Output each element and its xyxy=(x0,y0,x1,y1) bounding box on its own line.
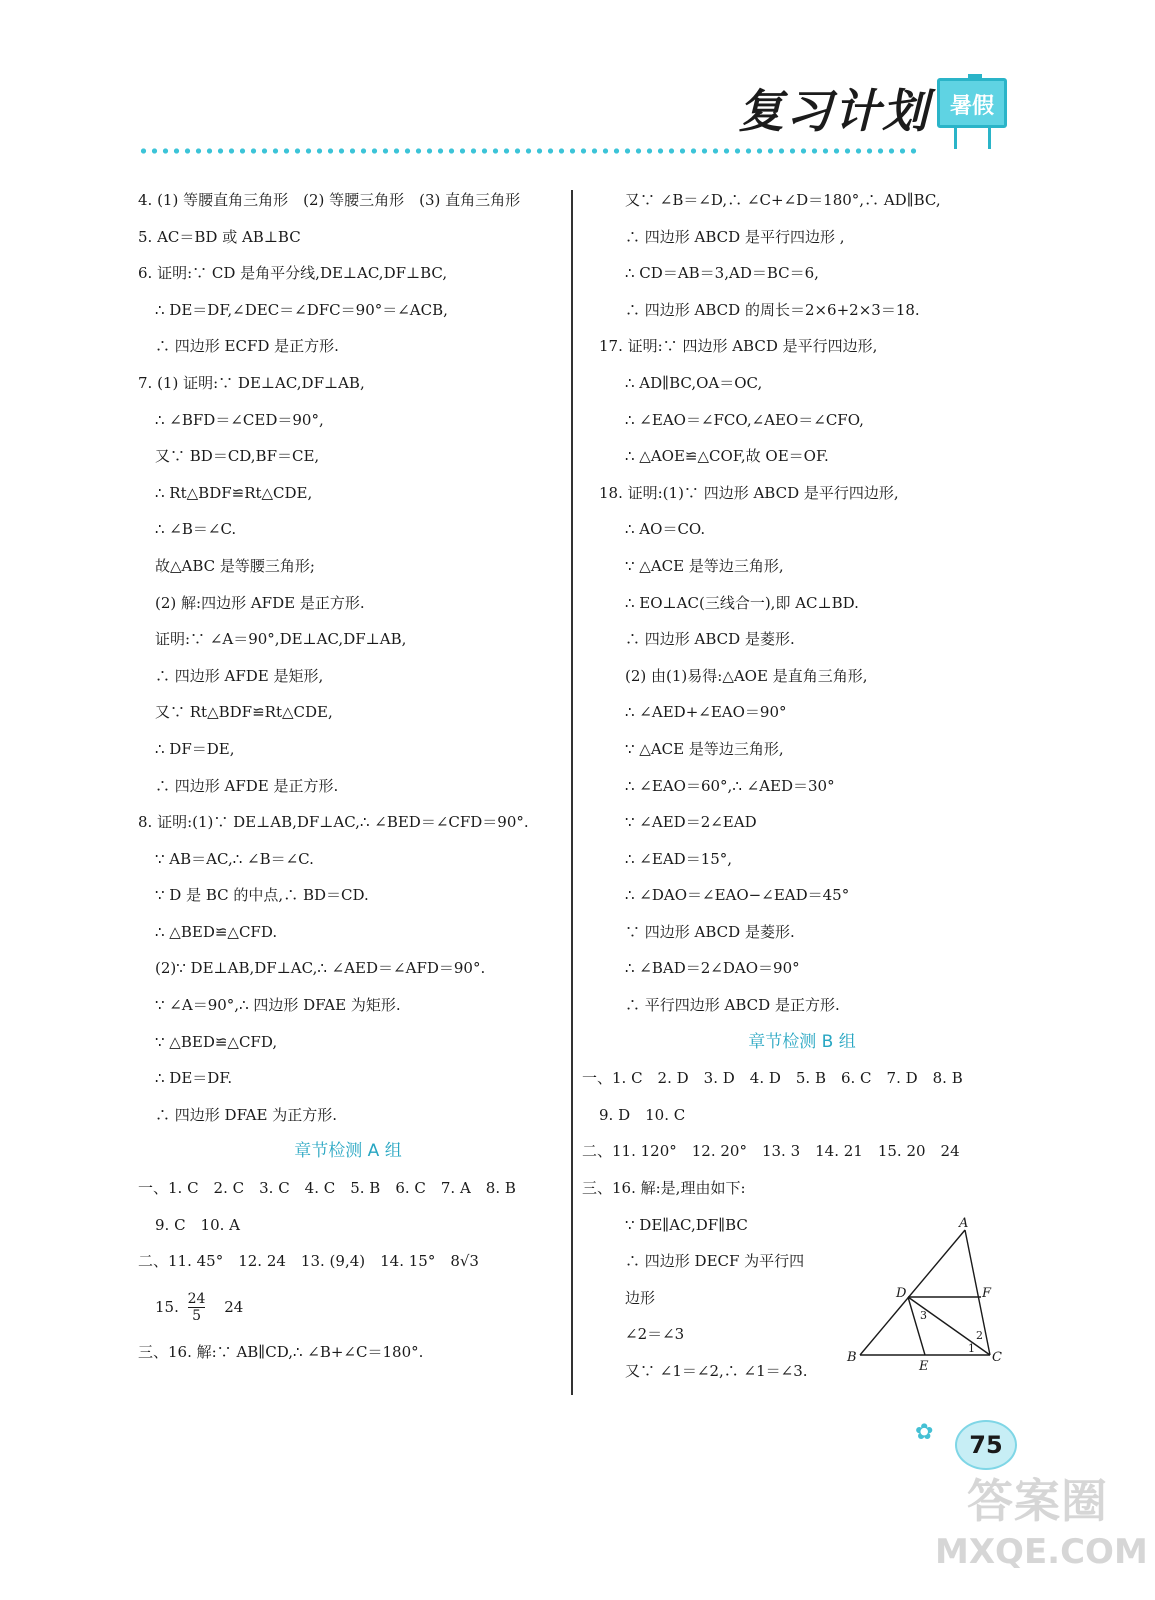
answer-line: ∴ ∠BFD＝∠CED＝90°, xyxy=(155,410,324,429)
angle-label-1: 1 xyxy=(968,1342,975,1355)
answer-line: ∵ AB＝AC,∴ ∠B＝∠C. xyxy=(155,849,314,868)
answer-line: 6. 证明:∵ CD 是角平分线,DE⊥AC,DF⊥BC, xyxy=(138,264,448,283)
answer-line: ∵ 四边形 ABCD 是菱形. xyxy=(625,922,795,941)
section-title-a: 章节检测 A 组 xyxy=(294,1141,402,1162)
answer-line: ∴ DF＝DE, xyxy=(155,739,235,758)
answer-line: ∴ 平行四边形 ABCD 是正方形. xyxy=(625,996,840,1015)
answer-line: ∵ ∠A＝90°,∴ 四边形 DFAE 为矩形. xyxy=(155,996,401,1015)
badge-top-decoration xyxy=(968,74,982,78)
watermark-line-2: MXQE.COM xyxy=(935,1532,1148,1572)
answer-line: ∴ DE＝DF,∠DEC＝∠DFC＝90°＝∠ACB, xyxy=(155,300,448,319)
answer-line: 一、1. C 2. D 3. D 4. D 5. B 6. C 7. D 8. B xyxy=(582,1069,963,1088)
segment-de xyxy=(908,1297,925,1355)
fraction xyxy=(188,1291,206,1324)
answer-line: ∴ ∠BAD＝2∠DAO＝90° xyxy=(625,959,800,978)
answer-line: ∵ ∠AED＝2∠EAD xyxy=(625,813,757,832)
answer-line: 18. 证明:(1)∵ 四边形 ABCD 是平行四边形, xyxy=(599,483,899,502)
answer-line: (2) 解:四边形 AFDE 是正方形. xyxy=(155,593,365,612)
answer-line: 9. C 10. A xyxy=(155,1215,241,1234)
answer-line: 二、11. 45° 12. 24 13. (9,4) 14. 15° 8√3 xyxy=(138,1252,479,1271)
answer-line: 又∵ ∠B＝∠D,∴ ∠C+∠D＝180°,∴ AD∥BC, xyxy=(625,191,941,209)
answer-line: ∴ 四边形 AFDE 是矩形, xyxy=(155,666,324,685)
watermark-line-1: 答案圈 xyxy=(967,1474,1108,1528)
answer-line: 证明:∵ ∠A＝90°,DE⊥AC,DF⊥AB, xyxy=(155,630,407,649)
answer-line: ∴ Rt△BDF≌Rt△CDE, xyxy=(155,483,313,502)
answer-line: 5. AC＝BD 或 AB⊥BC xyxy=(138,227,301,246)
column-divider xyxy=(571,190,573,1395)
fraction-prefix: 15. xyxy=(155,1297,179,1316)
segment-ba xyxy=(860,1230,965,1355)
angle-label-3: 3 xyxy=(920,1309,927,1322)
right-column xyxy=(582,182,1022,1390)
answer-line: ∠2＝∠3 xyxy=(625,1325,685,1344)
angle-label-2: 2 xyxy=(976,1329,983,1342)
watermark-logo xyxy=(935,1470,1148,1580)
answer-line: ∵ △BED≌△CFD, xyxy=(155,1032,278,1051)
answer-line: (2)∵ DE⊥AB,DF⊥AC,∴ ∠AED＝∠AFD＝90°. xyxy=(155,959,486,978)
answer-line: 4. (1) 等腰直角三角形 (2) 等腰三角形 (3) 直角三角形 xyxy=(138,191,521,209)
answer-line: ∴ 四边形 ECFD 是正方形. xyxy=(155,337,339,356)
answer-line: ∴ DE＝DF. xyxy=(155,1069,233,1088)
answer-line: ∵ DE∥AC,DF∥BC xyxy=(625,1215,748,1234)
answer-line: (2) 由(1)易得:△AOE 是直角三角形, xyxy=(625,666,868,685)
answer-line: 三、16. 解:是,理由如下: xyxy=(582,1179,746,1198)
answer-line: 8. 证明:(1)∵ DE⊥AB,DF⊥AC,∴ ∠BED＝∠CFD＝90°. xyxy=(138,813,529,832)
answer-line: ∴ ∠EAO＝60°,∴ ∠AED＝30° xyxy=(625,776,835,795)
flower-icon: ✿ xyxy=(915,1420,934,1445)
fraction-numerator: 24 xyxy=(187,1291,206,1308)
fraction-suffix: 24 xyxy=(224,1297,244,1316)
label-b: B xyxy=(847,1350,857,1365)
answer-line: ∴ 四边形 ABCD 是平行四边形 , xyxy=(625,227,845,246)
answer-line: 故△ABC 是等腰三角形; xyxy=(155,556,315,575)
header-badge xyxy=(937,78,1007,128)
answer-line: ∴ AO＝CO. xyxy=(625,520,706,539)
answer-line: 又∵ ∠1＝∠2,∴ ∠1＝∠3. xyxy=(625,1362,808,1380)
badge-leg-left xyxy=(954,127,957,149)
badge-text: 暑假 xyxy=(949,94,994,119)
answer-line: ∴ AD∥BC,OA＝OC, xyxy=(625,373,763,392)
answer-line: ∴ ∠B＝∠C. xyxy=(155,520,237,539)
answer-line: ∴ EO⊥AC(三线合一),即 AC⊥BD. xyxy=(625,593,859,612)
answer-line: 9. D 10. C xyxy=(599,1105,686,1124)
answer-line: ∴ 四边形 DFAE 为正方形. xyxy=(155,1105,337,1124)
page-number: 75 xyxy=(955,1420,1017,1470)
answer-line: 又∵ Rt△BDF≌Rt△CDE, xyxy=(155,703,333,722)
answer-line: ∴ △BED≌△CFD. xyxy=(155,922,278,941)
label-f: F xyxy=(982,1286,992,1301)
answer-line: ∴ ∠AED+∠EAO＝90° xyxy=(625,703,787,722)
answer-line: ∴ 四边形 AFDE 是正方形. xyxy=(155,776,339,795)
answer-line: ∵ △ACE 是等边三角形, xyxy=(625,556,784,575)
left-column xyxy=(138,182,558,1370)
answer-line: 17. 证明:∵ 四边形 ABCD 是平行四边形, xyxy=(599,337,878,356)
answer-line: 一、1. C 2. C 3. C 4. C 5. B 6. C 7. A 8. B xyxy=(138,1179,516,1198)
answer-line: ∴ ∠EAO＝∠FCO,∠AEO＝∠CFO, xyxy=(625,410,864,429)
answer-line: ∴ ∠DAO＝∠EAO−∠EAD＝45° xyxy=(625,886,850,905)
section-title-b: 章节检测 B 组 xyxy=(748,1031,856,1052)
answer-line-fraction xyxy=(138,1280,558,1334)
answer-line: 又∵ BD＝CD,BF＝CE, xyxy=(155,447,320,466)
answer-line: 三、16. 解:∵ AB∥CD,∴ ∠B+∠C＝180°. xyxy=(138,1342,424,1361)
answer-line: ∴ 四边形 DECF 为平行四 xyxy=(625,1252,805,1271)
label-c: C xyxy=(992,1350,1002,1365)
label-a: A xyxy=(959,1216,969,1231)
dotted-divider xyxy=(138,146,918,156)
badge-leg-right xyxy=(988,127,991,149)
answer-line: 二、11. 120° 12. 20° 13. 3 14. 21 15. 20 24 xyxy=(582,1142,960,1161)
answer-line: ∴ 四边形 ABCD 是菱形. xyxy=(625,630,795,649)
label-d: D xyxy=(896,1286,907,1301)
answer-line: ∴ CD＝AB＝3,AD＝BC＝6, xyxy=(625,264,819,283)
answer-line: ∴ ∠EAD＝15°, xyxy=(625,849,733,868)
segment-dc xyxy=(908,1297,990,1355)
answer-line: 边形 xyxy=(625,1288,656,1307)
triangle-figure xyxy=(840,1215,1010,1375)
answer-line: ∵ △ACE 是等边三角形, xyxy=(625,739,784,758)
fraction-denominator: 5 xyxy=(192,1308,202,1325)
answer-line: ∴ 四边形 ABCD 的周长＝2×6+2×3＝18. xyxy=(625,300,920,319)
answer-line: ∴ △AOE≌△COF,故 OE＝OF. xyxy=(625,447,829,466)
answer-line: ∵ D 是 BC 的中点,∴ BD＝CD. xyxy=(155,886,369,905)
answer-line: 7. (1) 证明:∵ DE⊥AC,DF⊥AB, xyxy=(138,373,365,392)
label-e: E xyxy=(919,1359,929,1374)
header-title: 复习计划 xyxy=(738,84,930,138)
